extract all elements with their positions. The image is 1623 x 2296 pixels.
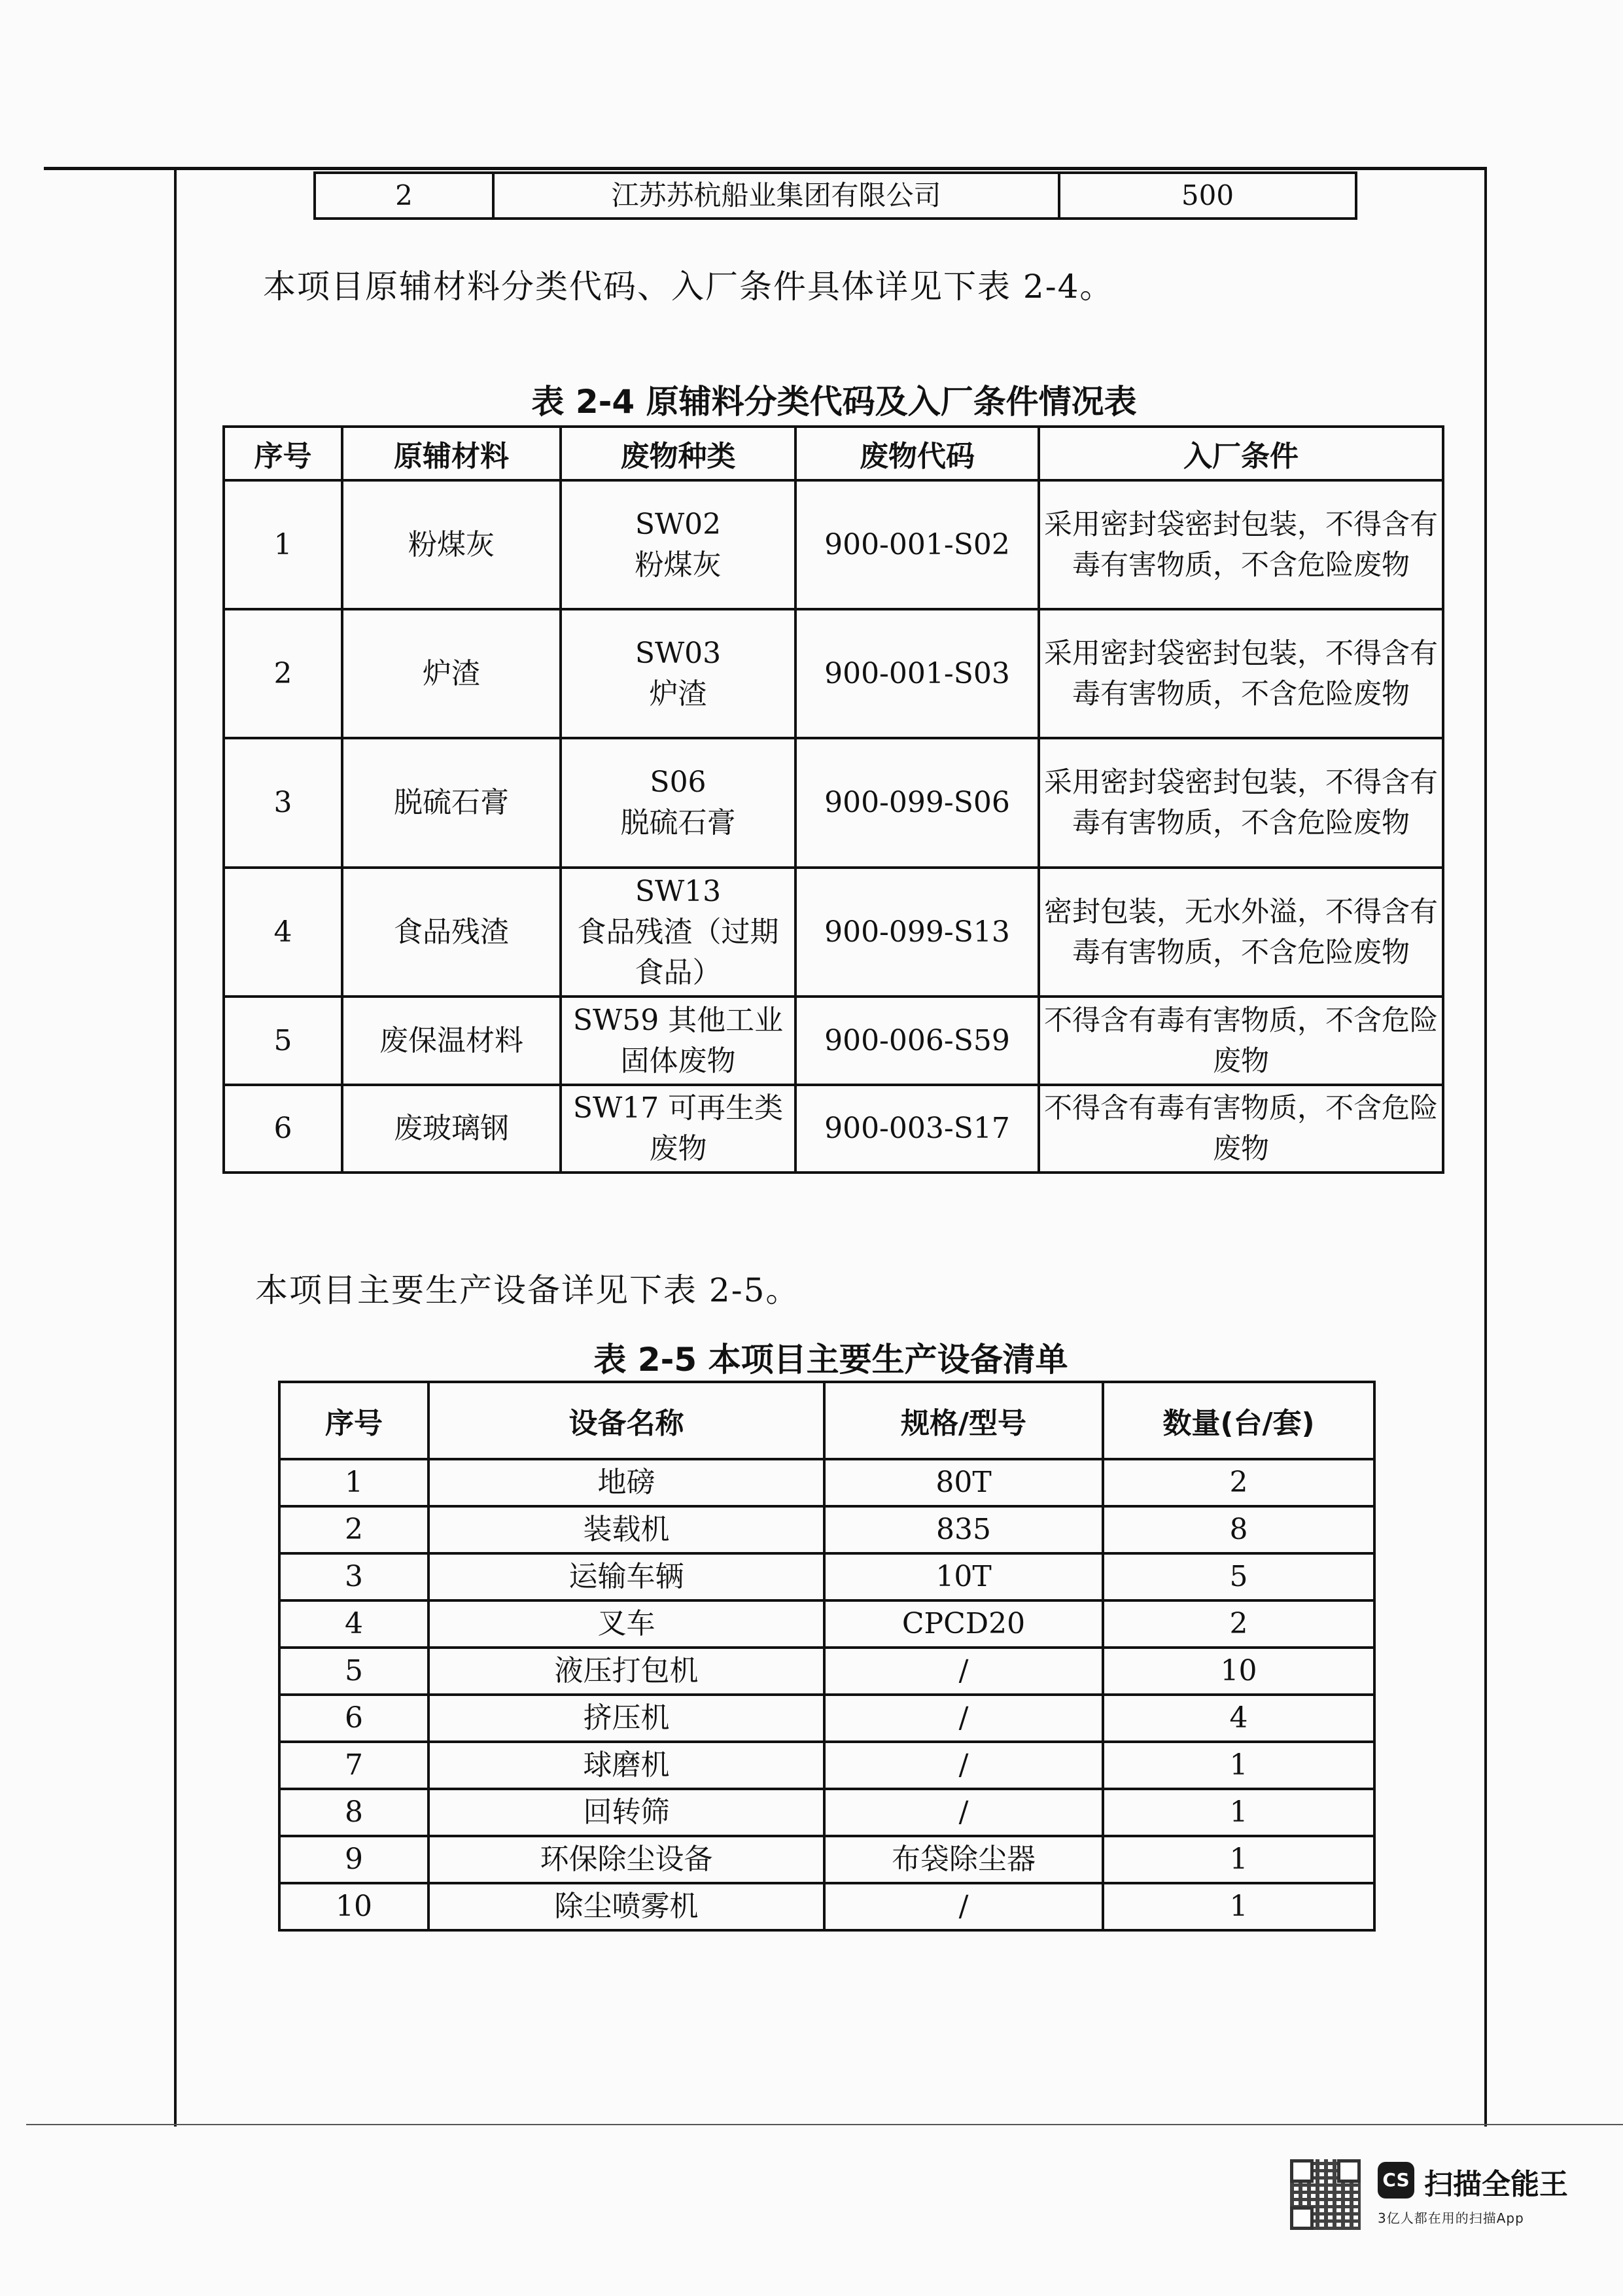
- cell-entry-condition: 密封包装，无水外溢，不得含有毒有害物质，不含危险废物: [1039, 868, 1443, 997]
- table-header-row: [224, 427, 1443, 480]
- cell-spec: /: [824, 1648, 1103, 1695]
- header-equipment-name: 设备名称: [428, 1382, 824, 1459]
- camscanner-logo-icon: CS: [1378, 2162, 1414, 2199]
- cell-no: 1: [224, 480, 342, 609]
- waste-type-code: S06: [650, 766, 707, 799]
- qr-finder-pattern-icon: [1290, 2206, 1314, 2230]
- cell-spec: /: [824, 1883, 1103, 1930]
- table-row: [279, 1459, 1374, 1506]
- cell-no: 6: [224, 1085, 342, 1173]
- cell-entry-condition: 采用密封袋密封包装，不得含有毒有害物质，不含危险废物: [1039, 609, 1443, 738]
- table-row: [279, 1553, 1374, 1600]
- cell-quantity: 2: [1103, 1459, 1374, 1506]
- cell-waste-code: 900-099-S13: [795, 868, 1039, 997]
- cell-quantity: 1: [1103, 1883, 1374, 1930]
- waste-type-name: 食品残渣（过期食品）: [577, 915, 779, 989]
- cell-waste-type: [561, 997, 795, 1085]
- cell-quantity: 10: [1103, 1648, 1374, 1695]
- table-row: [224, 868, 1443, 997]
- page-frame-left-line: [174, 169, 177, 2127]
- cell-material: 废保温材料: [342, 997, 561, 1085]
- qr-finder-pattern-icon: [1337, 2159, 1361, 2183]
- cell-waste-type: [561, 609, 795, 738]
- table-row: [279, 1648, 1374, 1695]
- scanner-watermark: [1290, 2159, 1568, 2231]
- cell-quantity: 1: [1103, 1742, 1374, 1789]
- header-no: 序号: [224, 427, 342, 480]
- cell-spec: /: [824, 1695, 1103, 1742]
- waste-type-name: 炉渣: [649, 677, 707, 711]
- waste-type-code: SW03: [635, 636, 722, 670]
- page-frame-bottom-line: [26, 2124, 1623, 2125]
- cell-entry-condition: 采用密封袋密封包装，不得含有毒有害物质，不含危险废物: [1039, 738, 1443, 868]
- cell-company: 江苏苏杭船业集团有限公司: [493, 173, 1059, 219]
- cell-entry-condition: 采用密封袋密封包装，不得含有毒有害物质，不含危险废物: [1039, 480, 1443, 609]
- cell-material: 废玻璃钢: [342, 1085, 561, 1173]
- table-row: [315, 173, 1356, 219]
- cell-no: 8: [279, 1789, 428, 1836]
- waste-type-name: 脱硫石膏: [620, 806, 736, 839]
- waste-type-code: SW17 可再生类废物: [572, 1091, 784, 1165]
- cell-spec: /: [824, 1789, 1103, 1836]
- qr-code-icon: [1290, 2159, 1361, 2230]
- header-waste-type: 废物种类: [561, 427, 795, 480]
- table-row: [224, 480, 1443, 609]
- table-row: [279, 1695, 1374, 1742]
- cell-waste-code: 900-006-S59: [795, 997, 1039, 1085]
- cell-no: 5: [279, 1648, 428, 1695]
- cell-equipment-name: 球磨机: [428, 1742, 824, 1789]
- cell-entry-condition: 不得含有毒有害物质，不含危险废物: [1039, 997, 1443, 1085]
- header-waste-code: 废物代码: [795, 427, 1039, 480]
- cell-waste-type: [561, 868, 795, 997]
- cell-spec: 80T: [824, 1459, 1103, 1506]
- cell-waste-type: [561, 738, 795, 868]
- cell-material: 炉渣: [342, 609, 561, 738]
- table-row: [224, 609, 1443, 738]
- cell-equipment-name: 挤压机: [428, 1695, 824, 1742]
- cell-equipment-name: 叉车: [428, 1600, 824, 1648]
- table-2-5: [278, 1381, 1376, 1932]
- cell-material: 粉煤灰: [342, 480, 561, 609]
- cell-no: 4: [224, 868, 342, 997]
- cell-waste-code: 900-099-S06: [795, 738, 1039, 868]
- waste-type-code: SW02: [635, 507, 722, 541]
- cell-quantity: 4: [1103, 1695, 1374, 1742]
- cell-no: 6: [279, 1695, 428, 1742]
- cell-value: 500: [1059, 173, 1356, 219]
- table-row: [224, 738, 1443, 868]
- waste-type-code: SW13: [635, 874, 722, 908]
- cell-no: 9: [279, 1836, 428, 1883]
- cell-equipment-name: 装载机: [428, 1506, 824, 1553]
- cell-equipment-name: 除尘喷雾机: [428, 1883, 824, 1930]
- cell-quantity: 2: [1103, 1600, 1374, 1648]
- cell-spec: 布袋除尘器: [824, 1836, 1103, 1883]
- cell-equipment-name: 地磅: [428, 1459, 824, 1506]
- table-2-4: [222, 425, 1444, 1174]
- cell-no: 3: [279, 1553, 428, 1600]
- cell-no: 3: [224, 738, 342, 868]
- table-row: [224, 997, 1443, 1085]
- cell-equipment-name: 回转筛: [428, 1789, 824, 1836]
- table-row: [279, 1506, 1374, 1553]
- page-frame-right-line: [1484, 169, 1487, 2127]
- cell-spec: /: [824, 1742, 1103, 1789]
- cell-waste-code: 900-003-S17: [795, 1085, 1039, 1173]
- table-2-5-caption: 表 2-5 本项目主要生产设备清单: [593, 1341, 1068, 1379]
- header-spec-model: 规格/型号: [824, 1382, 1103, 1459]
- cell-waste-type: [561, 1085, 795, 1173]
- cell-no: 2: [224, 609, 342, 738]
- cell-equipment-name: 环保除尘设备: [428, 1836, 824, 1883]
- table-header-row: [279, 1382, 1374, 1459]
- waste-type-name: 粉煤灰: [635, 548, 722, 582]
- cell-quantity: 1: [1103, 1836, 1374, 1883]
- cell-no: 7: [279, 1742, 428, 1789]
- cell-equipment-name: 液压打包机: [428, 1648, 824, 1695]
- cell-no: 2: [279, 1506, 428, 1553]
- app-tagline: 3亿人都在用的扫描App: [1378, 2210, 1524, 2226]
- previous-table-continuation: [313, 171, 1357, 220]
- cell-quantity: 5: [1103, 1553, 1374, 1600]
- cell-waste-code: 900-001-S02: [795, 480, 1039, 609]
- cell-no: 4: [279, 1600, 428, 1648]
- header-entry-condition: 入厂条件: [1039, 427, 1443, 480]
- table-row: [224, 1085, 1443, 1173]
- cell-entry-condition: 不得含有毒有害物质，不含危险废物: [1039, 1085, 1443, 1173]
- app-name: 扫描全能王: [1424, 2168, 1568, 2201]
- header-material: 原辅材料: [342, 427, 561, 480]
- table-row: [279, 1600, 1374, 1648]
- cell-spec: 10T: [824, 1553, 1103, 1600]
- cell-quantity: 1: [1103, 1789, 1374, 1836]
- header-no: 序号: [279, 1382, 428, 1459]
- cell-no: 10: [279, 1883, 428, 1930]
- table-row: [279, 1836, 1374, 1883]
- table-row: [279, 1742, 1374, 1789]
- page-frame-top-line: [44, 167, 1487, 170]
- cell-quantity: 8: [1103, 1506, 1374, 1553]
- qr-finder-pattern-icon: [1290, 2159, 1314, 2183]
- paragraph-table-2-5-intro: 本项目主要生产设备详见下表 2-5。: [255, 1271, 800, 1309]
- header-quantity: 数量(台/套): [1103, 1382, 1374, 1459]
- cell-material: 脱硫石膏: [342, 738, 561, 868]
- waste-type-code: SW59 其他工业固体废物: [572, 1003, 784, 1078]
- paragraph-table-2-4-intro: 本项目原辅材料分类代码、入厂条件具体详见下表 2-4。: [263, 268, 1114, 306]
- cell-waste-type: [561, 480, 795, 609]
- cell-equipment-name: 运输车辆: [428, 1553, 824, 1600]
- cell-no: 1: [279, 1459, 428, 1506]
- table-row: [279, 1789, 1374, 1836]
- table-row: [279, 1883, 1374, 1930]
- cell-no: 2: [315, 173, 493, 219]
- cell-waste-code: 900-001-S03: [795, 609, 1039, 738]
- cell-no: 5: [224, 997, 342, 1085]
- table-2-4-caption: 表 2-4 原辅料分类代码及入厂条件情况表: [531, 383, 1137, 421]
- cell-material: 食品残渣: [342, 868, 561, 997]
- cell-spec: CPCD20: [824, 1600, 1103, 1648]
- cell-spec: 835: [824, 1506, 1103, 1553]
